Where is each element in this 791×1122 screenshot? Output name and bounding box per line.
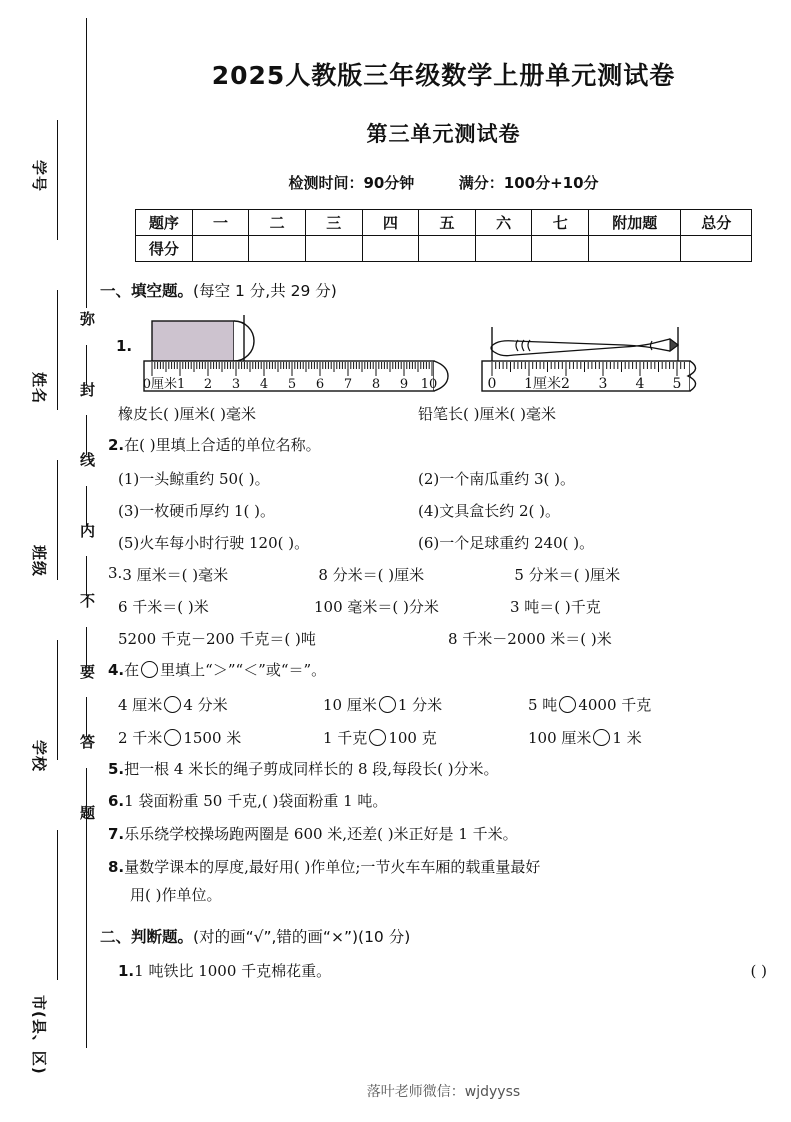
question-2-item-2: (2)一个南瓜重约 3( )。 <box>418 469 576 488</box>
question-2-item-3: (3)一枚硬币厚约 1( )。 <box>118 501 276 520</box>
section-1-points: (每空 1 分,共 29 分) <box>193 282 337 300</box>
page-title: 2025人教版三年级数学上册单元测试卷 <box>211 61 676 90</box>
watermark: 落叶老师微信：wjdyyss <box>366 1084 521 1100</box>
question-8-continued <box>130 885 791 907</box>
sidebar-rule-1 <box>57 120 58 240</box>
question-4-stem-after: 里填上“＞”“＜”或“＝”。 <box>160 660 327 679</box>
question-tf-1-text: 1 吨铁比 1000 千克棉花重。 <box>134 962 332 981</box>
sidebar-rule-4 <box>57 640 58 760</box>
question-4 <box>108 660 791 682</box>
score-col-2: 二 <box>249 210 306 236</box>
compare-left: 2 千米 <box>118 728 163 747</box>
score-col-total: 总分 <box>681 210 752 236</box>
seal-rule-6 <box>86 697 87 737</box>
answer-circle-icon[interactable] <box>164 729 181 746</box>
score-table-row-label-1: 题序 <box>136 210 193 236</box>
score-cell-bonus[interactable] <box>589 236 681 262</box>
seal-char-5: 不 <box>78 593 96 609</box>
question-7-text: 乐乐绕学校操场跑两圈是 600 米,还差( )米正好是 1 千米。 <box>124 825 518 843</box>
sidebar-label-student-id: 学号 <box>30 160 48 193</box>
seal-char-4: 内 <box>78 523 96 539</box>
svg-text:5: 5 <box>287 377 297 392</box>
question-tf-1-answer-box[interactable]: ( ) <box>750 962 767 981</box>
svg-text:4: 4 <box>635 376 645 392</box>
svg-text:3: 3 <box>598 376 608 392</box>
question-2-item-1: (1)一头鲸重约 50( )。 <box>118 469 270 488</box>
score-cell-total[interactable] <box>681 236 752 262</box>
question-3-item-5: 100 毫米＝( )分米 <box>314 597 439 616</box>
table-row-scores <box>136 236 752 262</box>
question-4-row-2 <box>118 727 791 748</box>
score-col-1: 一 <box>192 210 249 236</box>
sidebar-rule-2 <box>57 290 58 410</box>
score-col-5: 五 <box>419 210 476 236</box>
seal-rule-3 <box>86 486 87 526</box>
svg-text:0厘米1: 0厘米1 <box>142 377 186 392</box>
question-tf-1 <box>118 961 791 983</box>
sidebar-rule-5 <box>57 830 58 980</box>
question-3-item-8: 8 千米－2000 米＝( )米 <box>448 629 612 648</box>
sidebar-label-class: 班级 <box>30 545 48 578</box>
question-1-number: 1. <box>116 337 133 355</box>
compare-right: 1 分米 <box>397 695 443 714</box>
sidebar-label-name: 姓名 <box>30 372 48 405</box>
answer-circle-icon[interactable] <box>379 696 396 713</box>
svg-text:5: 5 <box>672 376 682 392</box>
score-cell-4[interactable] <box>362 236 419 262</box>
question-3-item-1: 3 厘米＝( )毫米 <box>122 565 229 584</box>
question-3-row-3 <box>118 628 791 649</box>
seal-rule-1 <box>86 345 87 385</box>
score-table-row-label-2: 得分 <box>136 236 193 262</box>
question-4-stem-before: 在 <box>124 660 140 679</box>
compare-left: 5 吨 <box>528 695 558 714</box>
seal-char-3: 线 <box>78 452 96 468</box>
score-cell-3[interactable] <box>305 236 362 262</box>
score-cell-6[interactable] <box>475 236 532 262</box>
seal-rule-0 <box>86 18 87 308</box>
section-2-title: 二、判断题。 <box>100 928 194 947</box>
binding-sidebar <box>0 0 96 1122</box>
section-1-title: 一、填空题。 <box>100 282 194 300</box>
exam-total-score: 满分：100分+10分 <box>458 174 599 192</box>
svg-text:6: 6 <box>315 377 325 392</box>
question-4-compare-3 <box>528 694 733 715</box>
compare-right: 4 分米 <box>183 695 228 714</box>
seal-rule-2 <box>86 415 87 455</box>
svg-text:4: 4 <box>259 377 269 392</box>
score-col-7: 七 <box>532 210 589 236</box>
question-1-captions <box>118 403 791 424</box>
compare-right: 100 克 <box>388 728 437 747</box>
compare-right: 1 米 <box>612 728 642 747</box>
unit-subtitle: 第三单元测试卷 <box>366 122 521 146</box>
question-6-number: 6. <box>108 792 125 811</box>
seal-rule-4 <box>86 556 87 596</box>
question-4-compare-4 <box>118 727 323 748</box>
question-7-number: 7. <box>108 825 125 843</box>
question-5 <box>108 759 791 781</box>
seal-char-7: 答 <box>78 734 96 750</box>
score-cell-1[interactable] <box>192 236 249 262</box>
sidebar-label-school: 学校 <box>30 740 48 773</box>
table-row-header <box>136 210 752 236</box>
score-col-6: 六 <box>475 210 532 236</box>
question-4-compare-5 <box>323 727 528 748</box>
score-col-3: 三 <box>305 210 362 236</box>
seal-char-8: 题 <box>78 805 96 821</box>
svg-text:2: 2 <box>203 377 213 392</box>
question-2 <box>108 435 791 457</box>
question-4-row-1 <box>118 694 791 715</box>
question-3-item-3: 5 分米＝( )厘米 <box>514 565 621 584</box>
answer-circle-icon[interactable] <box>369 729 386 746</box>
question-8-line-1: 量数学课本的厚度,最好用( )作单位;一节火车车厢的载重量最好 <box>124 857 541 876</box>
question-3-item-7: 5200 千克－200 千克＝( )吨 <box>118 629 316 648</box>
question-4-compare-6 <box>528 727 733 748</box>
exam-time: 检测时间：90分钟 <box>288 174 415 192</box>
score-cell-2[interactable] <box>249 236 306 262</box>
compare-left: 1 千克 <box>323 728 368 747</box>
question-tf-1-number: 1. <box>118 962 135 981</box>
question-2-row-3 <box>118 532 791 553</box>
question-4-compare-2 <box>323 694 528 715</box>
score-table <box>135 209 752 262</box>
answer-circle-icon[interactable] <box>559 696 576 713</box>
question-4-number: 4. <box>108 660 125 679</box>
question-8-line-2: 用( )作单位。 <box>130 885 222 904</box>
question-2-row-1 <box>118 468 791 489</box>
question-5-number: 5. <box>108 759 125 778</box>
compare-left: 10 厘米 <box>323 695 377 714</box>
question-2-item-6: (6)一个足球重约 240( )。 <box>418 533 595 552</box>
svg-text:7: 7 <box>343 377 353 392</box>
compare-right: 4000 千克 <box>578 695 652 714</box>
question-2-row-2 <box>118 500 791 521</box>
compare-right: 1500 米 <box>183 728 242 747</box>
question-1-figures <box>96 309 791 401</box>
question-3-item-2: 8 分米＝( )厘米 <box>318 565 425 584</box>
exam-page <box>96 0 791 1122</box>
question-3-number: 3. <box>108 563 123 582</box>
svg-text:9: 9 <box>399 377 409 392</box>
pencil-ruler-figure <box>474 309 724 401</box>
question-8 <box>108 857 791 879</box>
question-3-row-2 <box>118 596 791 617</box>
question-3-item-6: 3 吨＝( )千克 <box>510 597 601 616</box>
seal-rule-5 <box>86 627 87 667</box>
section-heading-true-false <box>100 925 791 947</box>
score-cell-5[interactable] <box>419 236 476 262</box>
seal-char-2: 封 <box>78 382 96 398</box>
question-3-row-1 <box>108 564 791 585</box>
svg-text:8: 8 <box>371 377 381 392</box>
section-heading-fill-in-blanks <box>100 279 791 301</box>
score-cell-7[interactable] <box>532 236 589 262</box>
sidebar-label-city: 市(县、区) <box>30 995 48 1075</box>
question-1-left-caption: 橡皮长( )厘米( )毫米 <box>118 405 256 423</box>
seal-char-6: 要 <box>78 664 96 680</box>
eraser-ruler-figure <box>134 309 464 401</box>
section-2-points: (对的画“√”,错的画“×”)(10 分) <box>193 928 411 947</box>
question-2-item-4: (4)文具盒长约 2( )。 <box>418 501 561 520</box>
answer-circle-icon[interactable] <box>141 661 158 678</box>
question-2-stem: 在( )里填上合适的单位名称。 <box>124 436 321 454</box>
question-2-number: 2. <box>108 436 125 454</box>
exam-meta <box>96 172 791 193</box>
compare-left: 4 厘米 <box>118 695 163 714</box>
question-4-compare-1 <box>118 694 323 715</box>
question-6-text: 1 袋面粉重 50 千克,( )袋面粉重 1 吨。 <box>124 792 388 811</box>
score-col-4: 四 <box>362 210 419 236</box>
svg-text:0: 0 <box>487 376 497 392</box>
question-3-item-4: 6 千米＝( )米 <box>118 597 209 616</box>
sidebar-rule-3 <box>57 460 58 580</box>
svg-text:10: 10 <box>420 377 438 392</box>
seal-char-1: 弥 <box>78 311 96 327</box>
question-2-item-5: (5)火车每小时行驶 120( )。 <box>118 533 310 552</box>
compare-left: 100 厘米 <box>528 728 592 747</box>
svg-text:3: 3 <box>231 377 241 392</box>
question-5-text: 把一根 4 米长的绳子剪成同样长的 8 段,每段长( )分米。 <box>124 759 499 778</box>
svg-text:1厘米2: 1厘米2 <box>524 376 570 392</box>
question-8-number: 8. <box>108 857 125 876</box>
answer-circle-icon[interactable] <box>593 729 610 746</box>
question-7 <box>108 824 791 846</box>
score-col-bonus: 附加题 <box>589 210 681 236</box>
question-1-right-caption: 铅笔长( )厘米( )毫米 <box>418 405 556 423</box>
question-6 <box>108 791 791 813</box>
answer-circle-icon[interactable] <box>164 696 181 713</box>
